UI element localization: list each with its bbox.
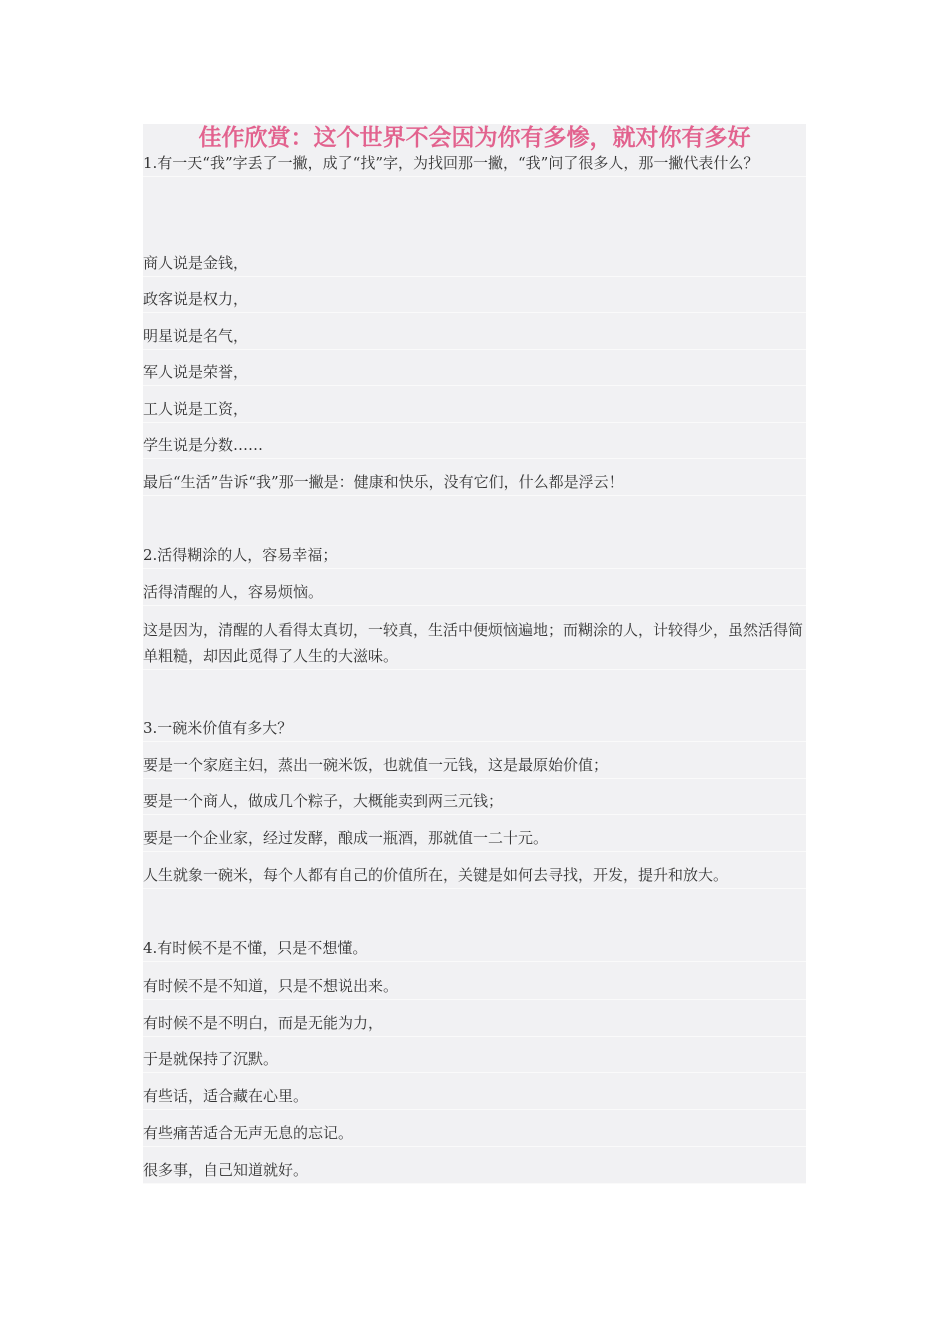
paragraph-line: 明星说是名气， <box>143 323 806 350</box>
paragraph-line: 要是一个家庭主妇，蒸出一碗米饭，也就值一元钱，这是最原始价值； <box>143 752 806 779</box>
paragraph-line: 于是就保持了沉默。 <box>143 1046 806 1073</box>
paragraph-line: 1.有一天“我”字丢了一撇，成了“找”字，为找回那一撇，“我”问了很多人，那一撇代表什么？ <box>143 150 806 177</box>
paragraph-line: 4.有时候不是不懂，只是不想懂。 <box>143 935 806 962</box>
paragraph-line: 活得清醒的人，容易烦恼。 <box>143 579 806 606</box>
paragraph-line: 军人说是荣誉， <box>143 359 806 386</box>
paragraph-line: 有时候不是不明白，而是无能为力， <box>143 1010 806 1037</box>
paragraph-line: 2.活得糊涂的人，容易幸福； <box>143 542 806 569</box>
paragraph-line: 最后“生活”告诉“我”那一撇是：健康和快乐，没有它们，什么都是浮云！ <box>143 469 806 496</box>
paragraph-line: 政客说是权力， <box>143 286 806 313</box>
article-body <box>143 124 806 1184</box>
paragraph-line: 要是一个商人，做成几个粽子，大概能卖到两三元钱； <box>143 788 806 815</box>
paragraph-line: 这是因为，清醒的人看得太真切，一较真，生活中便烦恼遍地；而糊涂的人，计较得少，虽然活得简单粗糙，却因此觅得了人生的大滋味。 <box>143 617 806 670</box>
paragraph-line: 工人说是工资， <box>143 396 806 423</box>
paragraph-line: 学生说是分数…… <box>143 432 806 459</box>
paragraph-line: 要是一个企业家，经过发酵，酿成一瓶酒，那就值一二十元。 <box>143 825 806 852</box>
paragraph-line: 有时候不是不知道，只是不想说出来。 <box>143 973 806 1000</box>
paragraph-line: 有些痛苦适合无声无息的忘记。 <box>143 1120 806 1147</box>
paragraph-line: 商人说是金钱， <box>143 250 806 277</box>
paragraph-line: 很多事，自己知道就好。 <box>143 1157 806 1184</box>
paragraph-line: 3.一碗米价值有多大？ <box>143 715 806 742</box>
article-title: 佳作欣赏：这个世界不会因为你有多惨，就对你有多好 <box>198 125 751 151</box>
paragraph-line: 有些话，适合藏在心里。 <box>143 1083 806 1110</box>
paragraph-line: 人生就象一碗米，每个人都有自己的价值所在，关键是如何去寻找，开发，提升和放大。 <box>143 862 806 889</box>
